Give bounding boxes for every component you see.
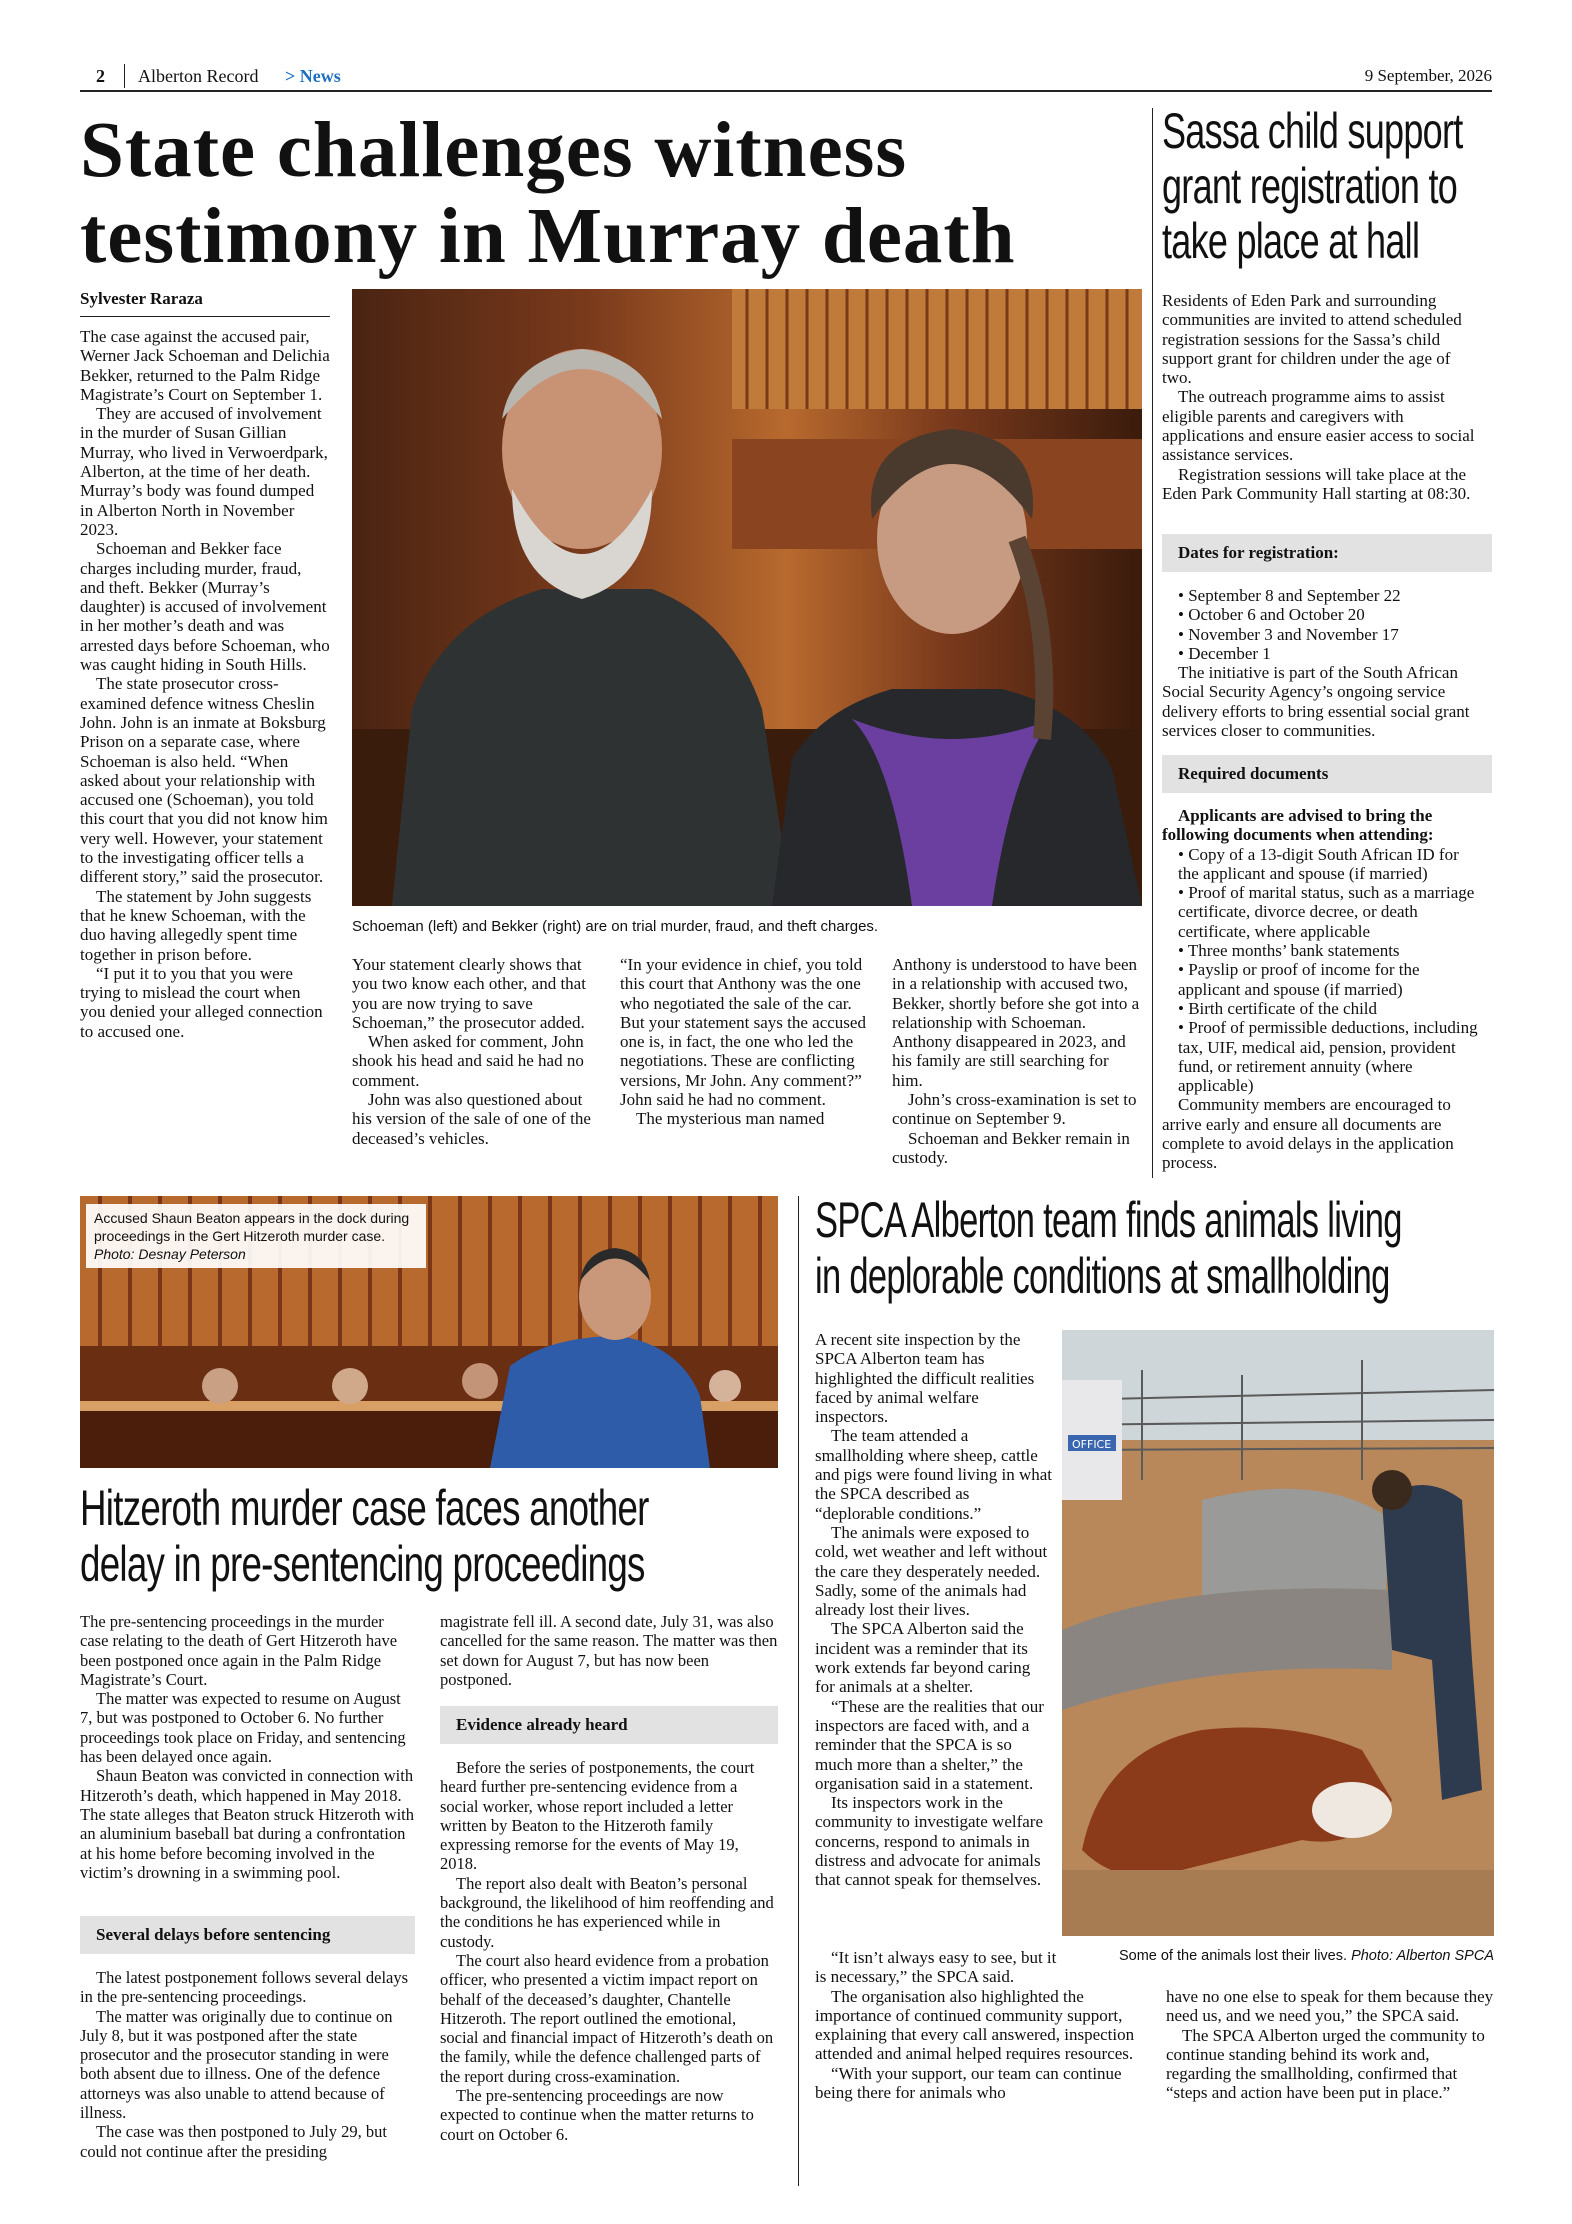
story4-column-1-wide bbox=[815, 1948, 1140, 2102]
paragraph: John’s cross-examination is set to continue on September 9. bbox=[892, 1090, 1137, 1129]
photo-sign-text: OFFICE bbox=[1072, 1438, 1112, 1451]
list-item: • Copy of a 13-digit South African ID for the applicant and spouse (if married) bbox=[1178, 844, 1459, 883]
paragraph: Community members are encouraged to arrive early and ensure all documents are complete to avoid delays in the application process. bbox=[1162, 1095, 1454, 1173]
paragraph: “It isn’t always easy to see, but it is necessary,” the SPCA said. bbox=[815, 1948, 1057, 1987]
story4-headline-line1: SPCA Alberton team finds animals living bbox=[815, 1192, 1402, 1248]
paragraph: The report also dealt with Beaton’s personal background, the likelihood of him reoffending and the conditions he has experienced while in custody. bbox=[440, 1873, 774, 1951]
issue-date: 9 September, 2026 bbox=[1364, 66, 1492, 85]
paragraph: “I put it to you that you were trying to mislead the court when you denied your alleged connection to accused one. bbox=[80, 963, 323, 1041]
story2-intro bbox=[1162, 291, 1482, 503]
paragraph: Shaun Beaton was convicted in connection with Hitzeroth’s death, which happened in May 2018. The state alleges that Beaton struck Hitzeroth with an aluminium baseball bat during a confrontation at his home before becoming involved in the victim’s drowning in a swimming pool. bbox=[80, 1766, 415, 1882]
story1-column-1 bbox=[80, 327, 330, 1041]
paragraph: The pre-sentencing proceedings in the murder case relating to the death of Gert Hitzeroth have been postponed once again in the Palm Ridge Magistrate’s Court. bbox=[80, 1612, 398, 1689]
publication-name: Alberton Record bbox=[138, 66, 259, 86]
paragraph: The animals were exposed to cold, wet weather and left without the care they desperately needed. Sadly, some of the animals had already lost their lives. bbox=[815, 1522, 1048, 1620]
paragraph: “These are the realities that our inspectors are faced with, and a reminder that the SPCA is so much more than a shelter,” the organisation said in a statement. bbox=[815, 1696, 1044, 1793]
delays-subheading: Several delays before sentencing bbox=[80, 1916, 415, 1954]
list-item: • November 3 and November 17 bbox=[1178, 624, 1399, 644]
story3-photo-credit: Photo: Desnay Peterson bbox=[94, 1246, 246, 1262]
story3-column-1b bbox=[80, 1968, 415, 2161]
story3-column-2 bbox=[440, 1612, 778, 1689]
smallholding-illustration bbox=[1062, 1330, 1494, 1936]
list-item: • October 6 and October 20 bbox=[1178, 605, 1365, 625]
paragraph: The case was then postponed to July 29, but could not continue after the presiding bbox=[80, 2122, 387, 2161]
dates-subheading: Dates for registration: bbox=[1162, 534, 1492, 572]
courtroom-illustration bbox=[352, 289, 1142, 906]
paragraph: The organisation also highlighted the importance of continued community support, explaining that every call answered, inspection attended and animal helped requires resources. bbox=[815, 1986, 1135, 2064]
paragraph: The state prosecutor cross-examined defence witness Cheslin John. John is an inmate at Boksburg Prison on a separate case, where Schoeman is also held. “When asked about your relationship with accused one (Schoeman), you told this court that you did not know him very well. However, your statement to the investigating officer tells a different story,” said the prosecutor. bbox=[80, 674, 328, 887]
paragraph: They are accused of involvement in the murder of Susan Gillian Murray, who lived in Verwoerdpark, Alberton, at the time of her death. Murray’s body was found dumped in Alberton North in November 2023. bbox=[80, 404, 328, 539]
paragraph: The matter was expected to resume on August 7, but was postponed to October 6. No further proceedings took place on Friday, and sentencing has been delayed once again. bbox=[80, 1689, 406, 1767]
story1-column-2 bbox=[352, 955, 592, 1148]
paragraph: The outreach programme aims to assist eligible parents and caregivers with applications and ensure easier access to social assistance services. bbox=[1162, 387, 1475, 465]
story4-photo-caption: Some of the animals lost their lives. bbox=[1118, 1948, 1348, 1964]
story1-photo-caption: Schoeman (left) and Bekker (right) are on trial murder, fraud, and theft charges. bbox=[352, 918, 879, 935]
list-item: • December 1 bbox=[1178, 643, 1271, 663]
story4-headline bbox=[815, 1192, 1495, 1304]
documents-subheading: Required documents bbox=[1162, 755, 1492, 793]
story2-headline-line3: take place at hall bbox=[1162, 213, 1420, 269]
paragraph: Schoeman and Bekker face charges including murder, fraud, and theft. Bekker (Murray’s daughter) is accused of involvement in her mother’s death and was arrested days before Schoeman, who was caught hiding in South Hills. bbox=[80, 539, 330, 675]
story3-column-2b bbox=[440, 1758, 778, 2144]
story4-photo-credit: Photo: Alberton SPCA bbox=[1351, 1948, 1494, 1964]
story1-headline-line2: testimony in Murray death bbox=[80, 193, 1016, 280]
story3-photo-caption: Accused Shaun Beaton appears in the dock during proceedings in the Gert Hitzeroth murder case. bbox=[94, 1210, 410, 1244]
list-item: • Proof of marital status, such as a marriage certificate, divorce decree, or death certificate, where applicable bbox=[1178, 883, 1475, 941]
documents-lead: Applicants are advised to bring the following documents when attending: bbox=[1162, 806, 1434, 845]
story1-column-3 bbox=[620, 955, 870, 1129]
paragraph: The court also heard evidence from a probation officer, who presented a victim impact report on behalf of the deceased’s daughter, Chantelle Hitzeroth. The report outlined the emotional, social and financial impact of Hitzeroth’s death on the family, while the defence challenged parts of the report during cross-examination. bbox=[440, 1950, 774, 2086]
paragraph: have no one else to speak for them because they need us, and we need you,” the SPCA said. bbox=[1166, 1987, 1494, 2026]
paragraph: Schoeman and Bekker remain in custody. bbox=[892, 1128, 1130, 1167]
paragraph: magistrate fell ill. A second date, July 31, was also cancelled for the same reason. The matter was then set down for August 7, but has now been postponed. bbox=[440, 1612, 778, 1689]
evidence-subheading: Evidence already heard bbox=[440, 1706, 778, 1744]
page-number: 2 bbox=[96, 66, 105, 86]
paragraph: The matter was originally due to continue on July 8, but it was postponed after the state prosecutor and the prosecutor standing in were both absent due to illness. One of the defence attorneys was also unable to attend because of illness. bbox=[80, 2006, 393, 2123]
paragraph: Your statement clearly shows that you two know each other, and that you are now trying to save Schoeman,” the prosecutor added. bbox=[352, 955, 586, 1032]
paragraph: The SPCA Alberton said the incident was a reminder that its work extends far beyond caring for animals at a shelter. bbox=[815, 1619, 1031, 1697]
story3-column-1 bbox=[80, 1612, 415, 1882]
section-link[interactable]: > News bbox=[285, 66, 341, 86]
story1-column-4 bbox=[892, 955, 1142, 1167]
story4-headline-line2: in deplorable conditions at smallholding bbox=[815, 1248, 1390, 1304]
paragraph: The team attended a smallholding where sheep, cattle and pigs were found living in what the SPCA described as “deplorable conditions.” bbox=[815, 1426, 1053, 1523]
paragraph: The statement by John suggests that he knew Schoeman, with the duo having allegedly spent time together in prison before. bbox=[80, 886, 312, 964]
documents-list bbox=[1162, 845, 1482, 1096]
paragraph: The latest postponement follows several delays in the pre-sentencing proceedings. bbox=[80, 1968, 409, 2007]
paragraph: John was also questioned about his version of the sale of one of the deceased’s vehicles. bbox=[352, 1090, 591, 1148]
list-item: • September 8 and September 22 bbox=[1178, 586, 1401, 605]
paragraph: Anthony is understood to have been in a relationship with accused two, Bekker, shortly before she got into a relationship with Schoeman. Anthony disappeared in 2023, and his family are still searching for him. bbox=[892, 955, 1140, 1090]
paragraph: The initiative is part of the South African Social Security Agency’s ongoing service delivery efforts to bring essential social grant services closer to communities. bbox=[1162, 663, 1470, 741]
paragraph: Its inspectors work in the community to investigate welfare concerns, respond to animals in distress and advocate for animals that cannot speak for themselves. bbox=[815, 1793, 1044, 1890]
story3-headline-line2: delay in pre-sentencing proceedings bbox=[80, 1536, 645, 1592]
header-divider bbox=[124, 64, 125, 88]
paragraph: A recent site inspection by the SPCA Alberton team has highlighted the difficult realities faced by animal welfare inspectors. bbox=[815, 1330, 1035, 1427]
list-item: • Three months’ bank statements bbox=[1178, 941, 1400, 961]
story3-headline bbox=[80, 1480, 780, 1592]
story1-headline-line1: State challenges witness bbox=[80, 107, 908, 194]
story4-photo bbox=[1062, 1330, 1494, 1936]
paragraph: “In your evidence in chief, you told this court that Anthony was the one who negotiated the sale of the car. But your statement says the accused one is, in fact, the one who led the negotiations. These are conflicting versions, Mr John. Any comment?” John said he had no comment. bbox=[620, 955, 866, 1110]
dates-list bbox=[1162, 586, 1482, 663]
paragraph: Residents of Eden Park and surrounding communities are invited to attend scheduled registration sessions for the Sassa’s child support grant for children under the age of two. bbox=[1162, 291, 1462, 388]
story3-headline-line1: Hitzeroth murder case faces another bbox=[80, 1480, 649, 1536]
story1-photo bbox=[352, 289, 1142, 906]
paragraph: The SPCA Alberton urged the community to continue standing behind its work and, regarding the smallholding, confirmed that “steps and action have been put in place.” bbox=[1166, 2025, 1485, 2103]
story1-byline: Sylvester Raraza bbox=[80, 289, 330, 317]
column-divider bbox=[798, 1196, 799, 2186]
story4-column-1 bbox=[815, 1330, 1052, 1890]
story2-headline-line1: Sassa child support bbox=[1162, 103, 1463, 159]
paragraph: The pre-sentencing proceedings are now expected to continue when the matter returns to court on October 6. bbox=[440, 2086, 754, 2144]
story3-photo bbox=[80, 1196, 778, 1468]
story3-photo-caption-box bbox=[86, 1204, 426, 1268]
paragraph: “With your support, our team can continue being there for animals who bbox=[815, 2063, 1122, 2103]
paragraph: Registration sessions will take place at the Eden Park Community Hall starting at 08:30. bbox=[1162, 464, 1471, 503]
page-header bbox=[80, 62, 1492, 92]
story2-documents bbox=[1162, 806, 1482, 1173]
story2-headline bbox=[1162, 104, 1492, 274]
story2-dates bbox=[1162, 586, 1482, 740]
paragraph: The mysterious man named bbox=[636, 1109, 825, 1129]
paragraph: When asked for comment, John shook his head and said he had no comment. bbox=[352, 1032, 584, 1090]
list-item: • Proof of permissible deductions, including tax, UIF, medical aid, pension, provident fund, or retirement annuity (where applicable) bbox=[1178, 1018, 1478, 1096]
list-item: • Payslip or proof of income for the applicant and spouse (if married) bbox=[1178, 960, 1420, 999]
paragraph: Before the series of postponements, the court heard further pre-sentencing evidence from a social worker, whose report included a letter written by Beaton to the Hitzeroth family expressing remorse for the events of May 19, 2018. bbox=[440, 1758, 755, 1874]
story2-headline-line2: grant registration to bbox=[1162, 158, 1458, 214]
story4-column-2 bbox=[1166, 1987, 1494, 2103]
story1-headline bbox=[80, 108, 1140, 280]
list-item: • Birth certificate of the child bbox=[1178, 998, 1378, 1018]
paragraph: The case against the accused pair, Werner Jack Schoeman and Delichia Bekker, returned to the Palm Ridge Magistrate’s Court on September 1. bbox=[80, 327, 330, 404]
column-divider bbox=[1152, 108, 1153, 1178]
